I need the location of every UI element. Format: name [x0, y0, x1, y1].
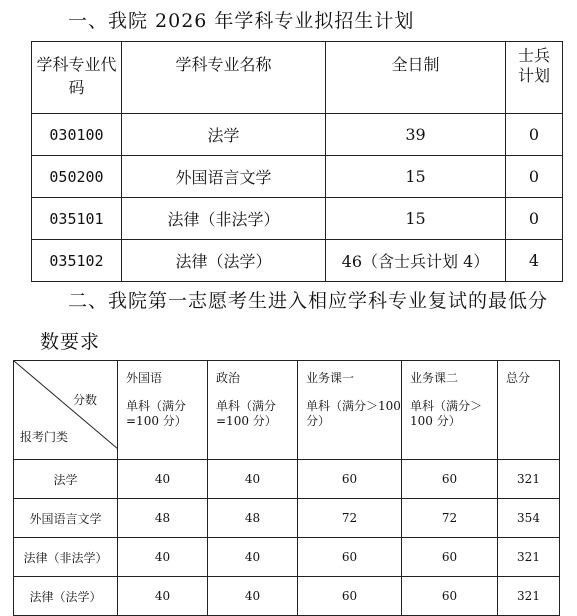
cell-course1: 60 [298, 577, 402, 616]
cell-soldier: 0 [506, 156, 563, 198]
header-course2-sub: 单科（满分＞100 分） [410, 399, 483, 428]
table-row [32, 198, 563, 240]
header-code: 学科专业代码 [32, 42, 122, 114]
cell-politics: 40 [208, 538, 298, 577]
table-row [32, 156, 563, 198]
header-total [498, 361, 560, 460]
cell-foreign: 40 [118, 460, 208, 499]
header-politics-sub: 单科（满分=100 分） [216, 399, 277, 428]
table-row [14, 499, 560, 538]
cell-course2: 60 [402, 460, 498, 499]
cell-course1: 60 [298, 538, 402, 577]
enrollment-plan-table [31, 41, 563, 282]
corner-category-label: 报考门类 [20, 430, 69, 444]
header-course2-title: 业务课二 [410, 371, 459, 385]
cell-name: 法律（法学） [122, 240, 326, 282]
cell-total: 354 [498, 499, 560, 538]
cell-code: 050200 [32, 156, 122, 198]
header-foreign [118, 361, 208, 460]
header-course2 [402, 361, 498, 460]
cell-name: 法律（非法学） [122, 198, 326, 240]
header-soldier [506, 42, 563, 114]
cell-course1: 72 [298, 499, 402, 538]
cell-name: 外国语言文学 [122, 156, 326, 198]
cell-fulltime: 15 [326, 156, 506, 198]
cell-soldier: 0 [506, 198, 563, 240]
cell-code: 035101 [32, 198, 122, 240]
table-row [32, 240, 563, 282]
cell-foreign: 40 [118, 577, 208, 616]
corner-cell [14, 361, 118, 460]
corner-score-label: 分数 [72, 393, 97, 407]
cell-total: 321 [498, 538, 560, 577]
cell-category: 外国语言文学 [14, 499, 118, 538]
min-score-table [13, 360, 560, 616]
cell-fulltime: 39 [326, 114, 506, 156]
table-header-row [14, 361, 560, 460]
table-row [14, 538, 560, 577]
cell-politics: 40 [208, 460, 298, 499]
cell-name: 法学 [122, 114, 326, 156]
table-row [32, 114, 563, 156]
cell-category: 法学 [14, 460, 118, 499]
header-course1-sub: 单科（满分＞100 分） [306, 399, 401, 428]
header-fulltime: 全日制 [326, 42, 506, 114]
section2-heading-line1: 二、我院第一志愿考生进入相应学科专业复试的最低分 [68, 290, 549, 312]
header-name: 学科专业名称 [122, 42, 326, 114]
cell-category: 法律（法学） [14, 577, 118, 616]
cell-politics: 40 [208, 577, 298, 616]
cell-foreign: 40 [118, 538, 208, 577]
cell-soldier: 0 [506, 114, 563, 156]
header-politics-title: 政治 [216, 371, 241, 385]
cell-course1: 60 [298, 460, 402, 499]
cell-course2: 60 [402, 538, 498, 577]
cell-code: 030100 [32, 114, 122, 156]
section2-heading-line2: 数要求 [40, 331, 101, 353]
table-header-row [32, 42, 563, 114]
header-soldier-line2: 计划 [517, 66, 550, 85]
header-foreign-sub: 单科（满分=100 分） [126, 399, 187, 428]
cell-category: 法律（非法学） [14, 538, 118, 577]
section1-heading: 一、我院 2026 年学科专业拟招生计划 [68, 10, 415, 32]
header-soldier-line1: 士兵 [517, 46, 550, 65]
cell-soldier: 4 [506, 240, 563, 282]
cell-fulltime: 15 [326, 198, 506, 240]
header-course1 [298, 361, 402, 460]
cell-course2: 60 [402, 577, 498, 616]
cell-code: 035102 [32, 240, 122, 282]
table-row [14, 577, 560, 616]
header-total-title: 总分 [506, 371, 531, 385]
cell-total: 321 [498, 577, 560, 616]
cell-course2: 72 [402, 499, 498, 538]
header-politics [208, 361, 298, 460]
cell-politics: 48 [208, 499, 298, 538]
table-row [14, 460, 560, 499]
cell-fulltime: 46（含士兵计划 4） [326, 240, 506, 282]
cell-total: 321 [498, 460, 560, 499]
header-course1-title: 业务课一 [306, 371, 355, 385]
header-foreign-title: 外国语 [126, 371, 163, 385]
cell-foreign: 48 [118, 499, 208, 538]
